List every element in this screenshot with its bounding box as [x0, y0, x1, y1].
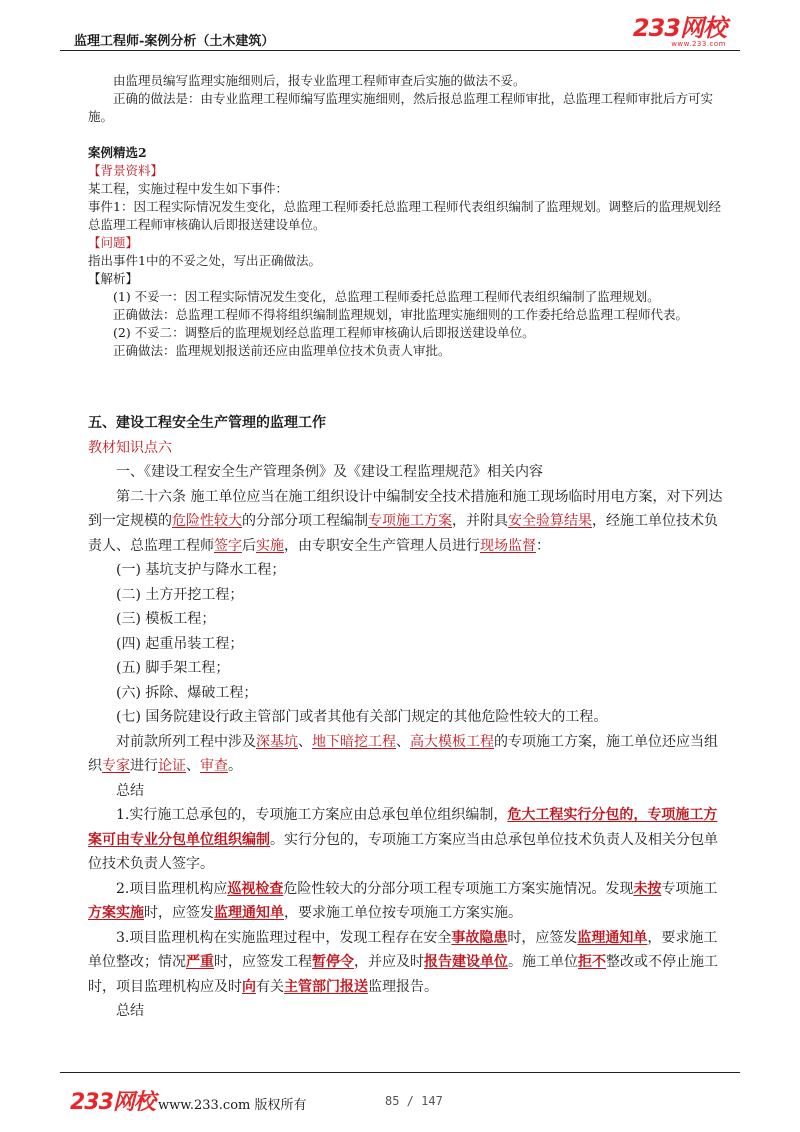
text-run: 的专项施工方案，施工单位还应当组织	[88, 733, 718, 774]
highlight: 向	[242, 978, 256, 995]
highlight: 现场监督	[480, 537, 536, 554]
paragraph: (2) 不妥二：调整后的监理规划经总监理工程师审核确认后即报送建设单位。	[113, 325, 535, 340]
text-run: 时，应签发	[144, 905, 214, 921]
analysis-tag: 【解析】	[88, 271, 139, 286]
case-analysis-section	[88, 72, 728, 360]
logo-text: 233网校	[632, 14, 726, 42]
paragraph	[88, 485, 728, 559]
highlight: 实施	[256, 537, 284, 554]
highlight: 主管部门报送	[284, 978, 368, 995]
text-run: ，并应及时	[354, 954, 424, 970]
text-run: ，要求施工单位整改；情况	[88, 929, 718, 970]
footer-divider	[60, 1072, 740, 1073]
text-run: 、	[186, 758, 200, 774]
list-item: (三) 模板工程；	[116, 611, 216, 627]
text-run: 第二十六条 施工单位应当在施工组织设计中编制安全技术措施和施工现场临时用电方案，对下列达到一定规模的	[88, 488, 723, 529]
paragraph	[88, 877, 728, 926]
text-run: ，经施工单位技术负责人、总监理工程师	[88, 513, 718, 554]
paragraph: 某工程，实施过程中发生如下事件：	[88, 181, 289, 196]
text-run: 、	[298, 733, 312, 750]
text-run: ：	[536, 537, 550, 554]
question-tag: 【问题】	[88, 235, 139, 250]
text-run: 的分部分项工程编制	[242, 513, 368, 529]
case-title: 案例精选2	[88, 145, 147, 160]
paragraph	[88, 803, 728, 877]
list-item: (四) 起重吊装工程；	[116, 635, 244, 652]
list-item: (五) 脚手架工程；	[116, 660, 230, 676]
text-run: 监理报告。	[368, 978, 438, 995]
text-run: 有关	[256, 978, 284, 995]
paragraph: 指出事件1中的不妥之处，写出正确做法。	[88, 253, 321, 268]
text-run: 危险性较大的分部分项工程专项施工方案实施情况。发现	[283, 880, 634, 897]
highlight: 安全验算结果	[508, 513, 592, 529]
highlight: 严重	[186, 954, 214, 970]
document-title: 监理工程师-案例分析（土木建筑）	[74, 34, 275, 49]
highlight: 高大模板工程	[410, 733, 494, 750]
highlight: 报告建设单位	[424, 954, 508, 970]
header-divider	[60, 50, 740, 51]
paragraph: 正确做法：监理规划报送前还应由监理单位技术负责人审批。	[113, 343, 451, 358]
highlight: 危大工程实行分包的，专项施工方案可由专业分包单位组织编制	[88, 807, 718, 848]
text-run: 、	[396, 733, 410, 750]
paragraph: (1) 不妥一：因工程实际情况发生变化，总监理工程师委托总监理工程师代表组织编制了监理规划。	[113, 289, 660, 304]
footer-logo[interactable]: 233网校	[70, 1090, 155, 1115]
text-run: 对前款所列工程中涉及	[116, 733, 256, 750]
highlight: 未按	[633, 880, 662, 897]
text-run: 整改或不停止施工时，项目监理机构应及时	[88, 954, 718, 995]
highlight: 监理通知单	[577, 929, 648, 946]
text-run: ，并附具	[452, 513, 508, 529]
text-run: 。	[228, 758, 242, 774]
highlight: 深基坑	[256, 733, 298, 750]
background-tag: 【背景资料】	[88, 163, 164, 178]
paragraph: 正确做法：总监理工程师不得将组织编制监理规划，审批监理实施细则的工作委托给总监理工程师代表。	[113, 307, 689, 322]
text-run: ，要求施工单位按专项施工方案实施。	[284, 905, 522, 921]
knowledge-point-label: 教材知识点六	[88, 439, 172, 456]
section-heading: 五、建设工程安全生产管理的监理工作	[88, 415, 326, 431]
paragraph	[88, 926, 728, 1000]
copyright-text: www.233.com 版权所有	[158, 1098, 307, 1113]
highlight: 事故隐患	[451, 929, 508, 946]
text-run: 3.项目监理机构在实施监理过程中，发现工程存在安全	[116, 929, 452, 946]
text-run: 时，应签发工程	[214, 954, 312, 970]
paragraph: 事件1：因工程实际情况发生变化，总监理工程师委托总监理工程师代表组织编制了监理规划。调整后的监理规划经总监理工程师审核确认后即报送建设单位。	[88, 199, 721, 232]
highlight: 签字	[214, 537, 242, 554]
spacer	[88, 126, 728, 144]
paragraph	[88, 730, 728, 779]
highlight: 专项施工方案	[368, 513, 452, 529]
highlight: 巡视检查	[227, 880, 284, 897]
list-item: (一) 基坑支护与降水工程；	[116, 562, 286, 578]
list-item: (六) 拆除、爆破工程；	[116, 684, 258, 701]
highlight: 拒不	[578, 954, 606, 970]
highlight: 审查	[200, 758, 228, 774]
paragraph: 正确的做法是：由专业监理工程师编写监理实施细则，然后报总监理工程师审批，总监理工程师审批后方可实施。	[88, 91, 714, 124]
text-run: 专项施工	[661, 880, 718, 897]
text-run: 进行	[130, 758, 158, 774]
sub-heading: 一、《建设工程安全生产管理条例》及《建设工程监理规范》相关内容	[116, 464, 543, 480]
safety-supervision-section	[88, 411, 728, 1024]
highlight: 地下暗挖工程	[312, 733, 396, 750]
text-run: 后	[242, 537, 256, 554]
summary-label: 总结	[116, 782, 144, 799]
paragraph: 由监理员编写监理实施细则后，报专业监理工程师审查后实施的做法不妥。	[113, 73, 526, 88]
list-item: (七) 国务院建设行政主管部门或者其他有关部门规定的其他危险性较大的工程。	[116, 709, 608, 725]
highlight: 论证	[158, 758, 186, 774]
logo-url: www.233.com	[671, 40, 726, 48]
text-run: 。施工单位	[508, 954, 578, 970]
text-run: 。实行分包的，专项施工方案应当由总承包单位技术负责人及相关分包单位技术负责人签字。	[88, 831, 718, 872]
list-item: (二) 土方开挖工程；	[116, 586, 244, 603]
brand-logo[interactable]	[633, 16, 726, 48]
highlight: 监理通知单	[214, 905, 284, 921]
highlight: 暂停令	[312, 954, 354, 970]
page-number: 85 / 147	[385, 1094, 443, 1108]
highlight: 危险性较大	[172, 513, 242, 529]
summary-label: 总结	[116, 1003, 144, 1019]
highlight: 方案实施	[88, 905, 144, 921]
text-run: 1.实行施工总承包的，专项施工方案应由总承包单位组织编制，	[116, 807, 508, 823]
text-run: 时，应签发	[507, 929, 578, 946]
text-run: ，由专职安全生产管理人员进行	[284, 537, 480, 554]
text-run: 2.项目监理机构应	[116, 880, 228, 897]
highlight: 专家	[102, 758, 130, 774]
